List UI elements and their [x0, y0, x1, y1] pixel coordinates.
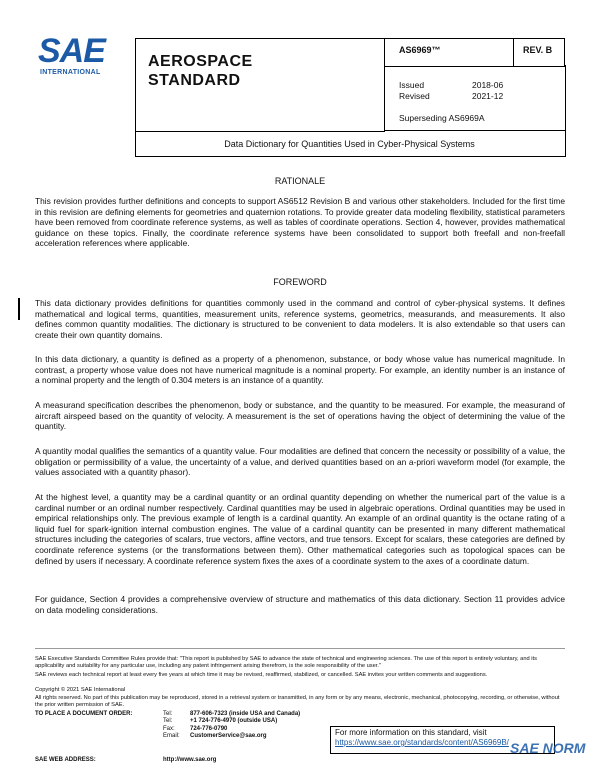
foreword-paragraph: A measurand specification describes the phenomenon, body or substance, and the quantity to be measured. For example, the measurand of aircraft airspeed based on the quantity of velocity. A measurement is the set of operations having the object of determining the value of the quantity.	[35, 400, 565, 432]
title-line-1: AEROSPACE	[148, 53, 253, 70]
fax-label: Fax:	[163, 725, 175, 732]
standard-url-link[interactable]: https://www.sae.org/standards/content/AS6969B/	[335, 738, 509, 747]
tel1-label: Tel:	[163, 711, 173, 717]
rationale-heading: RATIONALE	[274, 176, 326, 186]
watermark-logo: SAE NORM	[510, 740, 586, 756]
footer-divider	[35, 648, 565, 649]
revised-label: Revised	[399, 91, 430, 101]
sae-logo: SAE	[38, 32, 105, 70]
rationale-paragraph: This revision provides further definitions and concepts to support AS6512 Revision B and various other stakeholders. Included for the first time in this revision are defining elements for geometries and quaternion rotations. To provide greater data modeling flexibility, statistical parameters have been removed from coordinate reference systems, as well as tables of coordinate operations. Section 4, however, provides mathematical guidance on these topics. Finally, the coordinate reference systems have been consolidated to support both freefall and non-freefall acceleration references where applicable.	[35, 196, 565, 249]
footer-rights: All rights reserved. No part of this publication may be reproduced, stored in a retrieval system or transmitted, in any form or by any means, electronic, mechanical, photocopying, recording, or otherwise, without the prior written permission of SAE.	[35, 695, 560, 709]
foreword-paragraph: At the highest level, a quantity may be a cardinal quantity or an ordinal quantity depending on whether the numerical part of the value is a cardinal number or an ordinal number respectively. Cardinal quantities may be used in algebraic operations. Ordinal quantities may be used in empirical relationships only. The previous example of length is a cardinal quantity. An example of an ordinal quantity is the octane rating of a liquid fuel for spark-ignition internal combustion engines. The value of a cardinal quantity can be presented in many different mathematical structures including the categories of scalars, true vectors, affine vectors, and true tensors. Except for scalars, these categories are defined by coordinate reference systems (or the transformations between them). Other mathematical categories such as topological spaces can be defined by users if necessary. A coordinate reference system fixes the axes of a coordinate system to the axes of a coordinate datum.	[35, 492, 565, 566]
footer-copyright: Copyright © 2021 SAE International	[35, 687, 126, 693]
issued-date: 2018-06	[472, 80, 504, 90]
email-label: Email:	[163, 732, 180, 739]
info-text: For more information on this standard, visit	[335, 728, 487, 737]
document-number: AS6969™	[399, 45, 441, 55]
document-type	[148, 52, 253, 90]
footer-rules: SAE Executive Standards Committee Rules provide that: "This report is published by SAE to advance the state of technical and engineering sciences. The use of this report is entirely voluntary, and its applicability and suitability for any particular use, including any patent infringement arising therefrom, is the sole responsibility of the user."	[35, 656, 537, 670]
email-link[interactable]: CustomerService@sae.org	[190, 732, 267, 739]
tel2-label: Tel:	[163, 718, 173, 725]
change-bar	[18, 298, 20, 320]
foreword-paragraph: A quantity modal qualifies the semantics of a quantity value. Four modalities are defined that concern the necessity or possibility of a value, the obligation or permissibility of a value, the uncertainty of a value, and derived quantities based on an a-priori waveform model (for example, the values associated with a quantity phasor).	[35, 446, 565, 478]
title-line-2: STANDARD	[148, 72, 241, 89]
fax-value: 724-776-0790	[190, 725, 228, 732]
web-link[interactable]: http://www.sae.org	[163, 757, 217, 763]
tel2-value: +1 724-776-4970 (outside USA)	[190, 718, 278, 725]
superseding-text: Superseding AS6969A	[399, 113, 485, 123]
document-subtitle: Data Dictionary for Quantities Used in Cyber-Physical Systems	[224, 139, 475, 149]
footer-review: SAE reviews each technical report at least every five years at which time it may be revised, reaffirmed, stabilized, or cancelled. SAE invites your written comments and suggestions.	[35, 672, 488, 678]
issued-label: Issued	[399, 80, 425, 90]
foreword-paragraph: For guidance, Section 4 provides a comprehensive overview of structure and mathematics of this data dictionary. Section 11 provides advice on data modeling considerations.	[35, 594, 565, 615]
foreword-paragraph: In this data dictionary, a quantity is defined as a property of a phenomenon, substance, or body whose value has numerical magnitude. In contrast, a property whose value does not have numerical magnitude is a nominal property. For example, an identity number is an instance of a nominal property and the length of 0.304 meters is an instance of a quantity.	[35, 354, 565, 386]
revised-date: 2021-12	[472, 91, 504, 101]
revision-label: REV. B	[523, 45, 553, 55]
foreword-paragraph: This data dictionary provides definitions for quantities commonly used in the command and control of cyber-physical systems. It defines mathematical and logical terms, quantities, measurement units, reference systems, geometrics, measurands, and measurements. It also defines common quantity modalities. The dictionary is structured to be convenient to data modelers. It is also extendable so that users can create their own quantity domains.	[35, 298, 565, 340]
tel1-value: 877-606-7323 (inside USA and Canada)	[190, 711, 301, 717]
foreword-heading: FOREWORD	[273, 277, 327, 287]
web-label: SAE WEB ADDRESS:	[35, 757, 96, 763]
sae-logo-subtitle: INTERNATIONAL	[40, 69, 101, 76]
order-label: TO PLACE A DOCUMENT ORDER:	[35, 711, 133, 717]
